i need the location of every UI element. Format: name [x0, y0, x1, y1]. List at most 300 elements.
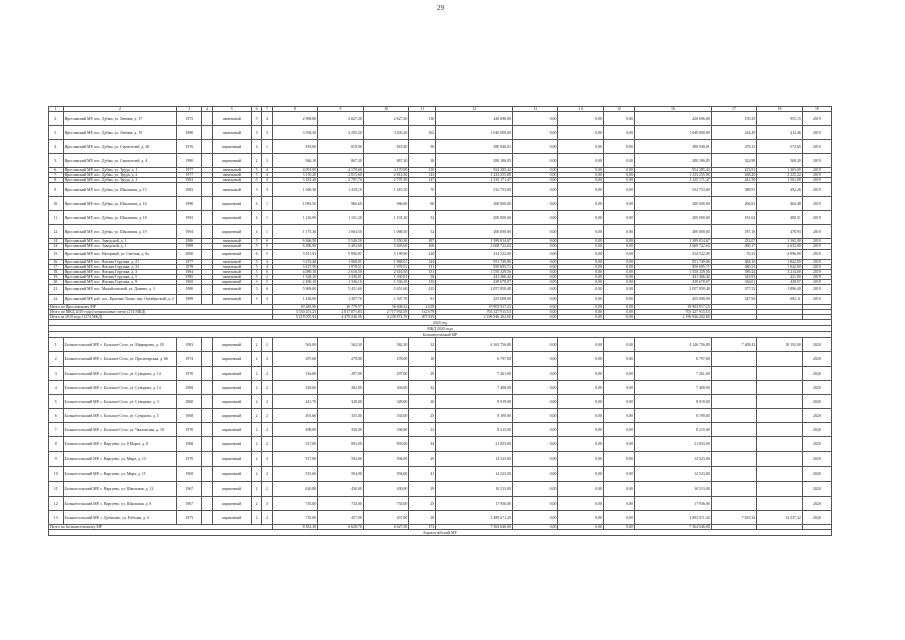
table-cell: 0,00 — [558, 173, 604, 178]
table-cell: 457,00 — [363, 511, 409, 525]
table-cell: 735,00 — [272, 497, 318, 511]
table-cell: 1984 — [177, 269, 202, 274]
table-cell: 620,80 — [272, 482, 318, 497]
table-cell: 0,00 — [604, 352, 635, 367]
table-cell: 0,00 — [604, 259, 635, 264]
table-cell: 414 522,00 — [635, 249, 712, 259]
table-row — [49, 197, 832, 211]
table-cell: панельный — [212, 168, 251, 173]
table-cell: 5 218 055,94 — [272, 315, 318, 320]
table-cell: 16 — [635, 107, 712, 112]
table-cell: панельный — [212, 269, 251, 274]
table-cell: 572,65 — [757, 140, 803, 154]
table-cell — [757, 423, 803, 437]
table-cell: 14. — [49, 239, 64, 244]
table-cell: 1 561,88 — [757, 178, 803, 183]
table-cell: 5 550,30 — [363, 239, 409, 244]
table-cell: 532 753,00 — [635, 183, 712, 197]
table-cell: 0,00 — [558, 525, 604, 530]
table-cell: 4 179,60 — [318, 168, 364, 173]
table-cell: кирпичный — [212, 338, 251, 352]
page-number: 29 — [437, 4, 444, 12]
table-cell: 389,91 — [711, 183, 757, 197]
table-cell: кирпичный — [212, 409, 251, 423]
table-cell: Большесельский МР, с. Большое Село, ул. Маркирова, д. 18 — [63, 338, 177, 352]
table-cell: 966,60 — [363, 197, 409, 211]
table-cell: 0,00 — [558, 211, 604, 225]
table-cell — [202, 225, 212, 239]
table-cell: 480,51 — [711, 264, 757, 269]
table-cell: 0,00 — [512, 264, 558, 269]
table-cell: 0,00 — [512, 285, 558, 295]
table-cell: кирпичный — [212, 511, 251, 525]
table-cell: 490,17 — [711, 244, 757, 249]
table-cell: 3 — [177, 107, 202, 112]
table-cell: 4 — [262, 259, 272, 264]
table-cell: 2 797,30 — [363, 178, 409, 183]
table-cell: 0,00 — [558, 352, 604, 367]
table-cell: 6. — [49, 168, 64, 173]
table-cell: 0,00 — [604, 467, 635, 482]
table-cell: 1 — [262, 197, 272, 211]
table-cell: 1977 — [177, 259, 202, 264]
table-cell: 2020 — [802, 437, 831, 452]
table-cell: 297,00 — [318, 367, 364, 381]
table-cell: 2019 — [802, 168, 831, 173]
table-cell — [202, 140, 212, 154]
table-cell: 7. — [49, 173, 64, 178]
table-cell: 2 — [251, 467, 261, 482]
table-cell: 1967 — [177, 497, 202, 511]
table-cell: 18. — [49, 269, 64, 274]
table-cell: 0,00 — [558, 225, 604, 239]
table-cell: Большесельский МР, с. Варгуево, ул. Мира, д. 15 — [63, 467, 177, 482]
table-cell: 1 — [49, 107, 64, 112]
table-cell: панельный — [212, 264, 251, 269]
table-cell: 0,00 — [512, 173, 558, 178]
table-cell: 0,00 — [512, 154, 558, 168]
table-cell: 12 — [49, 497, 64, 511]
table-cell: 1 064,50 — [318, 225, 364, 239]
table-cell: 6 797,00 — [436, 352, 513, 367]
table-cell: 329,60 — [272, 381, 318, 395]
table-cell: 0,00 — [604, 295, 635, 305]
table-cell: 3 — [251, 183, 261, 197]
table-cell: 5 451,60 — [363, 285, 409, 295]
table-cell: 2 — [262, 381, 272, 395]
table-cell — [757, 367, 803, 381]
table-cell: 1 040 000,00 — [436, 126, 513, 140]
table-cell: 162 — [409, 126, 436, 140]
table-cell: 25 — [409, 409, 436, 423]
table-cell: 22. — [49, 295, 64, 305]
table-row — [49, 497, 832, 511]
table-cell: 735,00 — [363, 497, 409, 511]
table-cell: 0,00 — [558, 381, 604, 395]
table-cell: 0,00 — [512, 197, 558, 211]
table-cell: 1 365,00 — [757, 168, 803, 173]
table-cell: 0,00 — [512, 482, 558, 497]
table-cell: 2 — [251, 511, 261, 525]
table-cell: 0,00 — [604, 482, 635, 497]
table-cell: 0,00 — [512, 295, 558, 305]
table-cell: Итого по Ярославскому МР — [49, 305, 273, 310]
table-row — [49, 482, 832, 497]
table-cell: 3 170,20 — [272, 173, 318, 178]
table-cell: Большесельский МР, с. Большое Село, ул. Чкаловская, д. 10 — [63, 423, 177, 437]
table-cell: 5. — [49, 154, 64, 168]
table-cell: Большесельский МР, с. Варгуево, ул. Школьная, д. 8 — [63, 497, 177, 511]
table-cell: 5 546,50 — [318, 239, 364, 244]
table-cell: 2 968,80 — [272, 112, 318, 126]
table-cell: панельный — [212, 112, 251, 126]
table-cell: 1969 — [177, 381, 202, 395]
table-cell: 568,20 — [757, 154, 803, 168]
table-row — [49, 381, 832, 395]
table-cell: 1 968,01 — [363, 259, 409, 264]
table-cell: 2020 — [802, 395, 831, 409]
table-cell: 18 — [409, 352, 436, 367]
table-cell: 1980 — [177, 126, 202, 140]
table-cell: 0,00 — [512, 423, 558, 437]
table-cell: 5 — [251, 244, 261, 249]
table-cell: 6 — [262, 285, 272, 295]
table-cell: 8 190,00 — [635, 409, 712, 423]
table-cell: 3 205,20 — [363, 126, 409, 140]
table-cell: Ярославский МР, пос. Дубки, ул. Школьная, д. 16 — [63, 197, 177, 211]
table-cell: 4 — [49, 381, 64, 395]
table-cell: панельный — [212, 239, 251, 244]
table-cell: 412,46 — [757, 126, 803, 140]
table-cell: 3 330 251,23 — [272, 310, 318, 315]
table-cell: 1 — [262, 211, 272, 225]
table-cell: 438,20 — [711, 173, 757, 178]
table-cell: 70 — [409, 183, 436, 197]
table-row — [49, 352, 832, 367]
table-cell: 0,00 — [558, 264, 604, 269]
table-cell: 1 068,50 — [363, 225, 409, 239]
table-cell: Большесельский МР, с. Большое Село, ул. Пролетарская, д. 66 — [63, 352, 177, 367]
table-cell: 2 616,50 — [318, 269, 364, 274]
table-row — [49, 423, 832, 437]
table-cell: 563,00 — [272, 338, 318, 352]
table-cell: Большесельский МР, с. Варгуево, ул. Мира, д. 13 — [63, 452, 177, 467]
table-cell: 1965 — [177, 279, 202, 284]
table-cell: 9 — [318, 107, 364, 112]
table-cell: 2 — [262, 409, 272, 423]
table-row — [49, 295, 832, 305]
table-cell: 2 — [251, 409, 261, 423]
table-cell: Большесельский МР, с. Большое Село, ул. Суворова, д. 5 — [63, 409, 177, 423]
table-cell: 70,23 — [711, 249, 757, 259]
table-cell: 1 896,49 — [757, 285, 803, 295]
table-cell: 144 — [409, 259, 436, 264]
table-cell: 2019 — [802, 279, 831, 284]
table-cell: панельный — [212, 295, 251, 305]
table-cell: Ярославский МР, пос. Нагорный, ул. Светлая, д. 6а — [63, 249, 177, 259]
table-cell: 1 330,01 — [363, 274, 409, 279]
table-cell — [757, 437, 803, 452]
table-cell: Ярославский МР, пос. Дубки, ул. Труда, д. 3 — [63, 178, 177, 183]
table-cell: 10 513,00 — [436, 482, 513, 497]
table-cell — [202, 112, 212, 126]
table-cell: 478,93 — [757, 225, 803, 239]
table-cell: 703 327 915,53 — [436, 310, 513, 315]
table-cell: 1 101,20 — [318, 211, 364, 225]
table-cell: 52 — [409, 225, 436, 239]
table-cell: 1994 — [177, 225, 202, 239]
table-cell: 1 389 814,67 — [436, 239, 513, 244]
table-cell: 7 408,00 — [635, 381, 712, 395]
table-cell — [202, 285, 212, 295]
table-cell: 5 403,60 — [318, 244, 364, 249]
table-cell: 0,00 — [604, 126, 635, 140]
table-cell: 2968 — [177, 395, 202, 409]
table-cell: 12 — [436, 107, 513, 112]
table-cell — [711, 381, 757, 395]
table-row — [49, 249, 832, 259]
table-cell: 131 — [409, 264, 436, 269]
table-cell: 2 057 858,48 — [436, 285, 513, 295]
table-cell: кирпичный — [212, 437, 251, 452]
table-cell: 6 797,00 — [635, 352, 712, 367]
table-cell: 414 522,00 — [436, 249, 513, 259]
table-cell: 2 — [63, 107, 177, 112]
table-cell: 278,00 — [363, 352, 409, 367]
table-cell — [202, 452, 212, 467]
table-cell: 7 408,00 — [436, 381, 513, 395]
table-cell — [202, 409, 212, 423]
table-cell: 6 — [251, 249, 261, 259]
table-cell: 335,00 — [363, 409, 409, 423]
table-cell: 1 419,10 — [318, 183, 364, 197]
table-cell: 2 668 722,63 — [635, 244, 712, 249]
table-cell: 0,00 — [558, 112, 604, 126]
table-cell: кирпичный — [212, 249, 251, 259]
table-cell: Борисоглебский МР — [49, 530, 832, 536]
table-cell: 4. — [49, 140, 64, 154]
table-cell: 34 — [409, 437, 436, 452]
table-cell: 2019 — [802, 239, 831, 244]
table-cell: 12 337,32 — [757, 511, 803, 525]
table-cell: 2 — [262, 338, 272, 352]
table-cell: 32 — [409, 381, 436, 395]
table-cell: 200 000,00 — [635, 225, 712, 239]
table-cell: 19 903 917,23 — [436, 305, 513, 310]
table-cell: 480,51 — [757, 211, 803, 225]
table-cell: 8 215,00 — [635, 423, 712, 437]
table-cell: 9 — [49, 452, 64, 467]
table-cell: 0,00 — [558, 239, 604, 244]
table-row — [49, 467, 832, 482]
table-cell: Ярославский МР, пос. Дубки, ул. Ленина, д. 17 — [63, 112, 177, 126]
table-cell — [202, 511, 212, 525]
table-cell: 0,00 — [604, 249, 635, 259]
table-cell: 4 089,10 — [272, 269, 318, 274]
table-cell: 6 — [262, 269, 272, 274]
table-cell: 0,00 — [512, 274, 558, 279]
table-cell: 3 394,20 — [272, 126, 318, 140]
table-cell: 2 797,70 — [318, 178, 364, 183]
table-row — [49, 409, 832, 423]
table-cell: 1 550 329,56 — [436, 269, 513, 274]
table-cell: 0,00 — [604, 395, 635, 409]
table-cell: 5 — [212, 107, 251, 112]
table-cell: 347,94 — [711, 295, 757, 305]
table-cell: 2020 — [802, 381, 831, 395]
table-row — [49, 395, 832, 409]
table-cell: 1970 — [177, 452, 202, 467]
table-cell: 2 — [262, 423, 272, 437]
table-cell: 207 929 — [409, 315, 436, 320]
table-cell: 380 948,01 — [635, 140, 712, 154]
table-cell: 0,00 — [558, 269, 604, 274]
table-cell: 6 — [262, 239, 272, 244]
table-cell: панельный — [212, 274, 251, 279]
table-cell: 328,00 — [363, 395, 409, 409]
table-cell: Ярославский МР, пос. Ямская Горушка, д. 24 — [63, 264, 177, 269]
table-cell: 4 238 872,76 — [363, 315, 409, 320]
table-cell: 5 199,90 — [363, 249, 409, 259]
table-cell: 0,00 — [512, 310, 558, 315]
table-cell: кирпичный — [212, 423, 251, 437]
table-cell: 135 — [409, 279, 436, 284]
table-cell: 1 978,51 — [318, 264, 364, 269]
table-cell: кирпичный — [212, 279, 251, 284]
table-cell: 2020 — [802, 452, 831, 467]
table-cell: 2019 — [802, 140, 831, 154]
table-cell: 421,00 — [757, 274, 803, 279]
table-cell: 2019 — [802, 211, 831, 225]
table-cell: 2019 — [802, 112, 831, 126]
table-cell: 1 040 000,00 — [635, 126, 712, 140]
table-cell: Ярославский МР, пос. Ямская Горушка, д. 9 — [63, 279, 177, 284]
table-cell: 28 — [409, 511, 436, 525]
table-cell: 0,00 — [512, 409, 558, 423]
table-cell: 7 — [49, 423, 64, 437]
table-cell: 1968 — [177, 409, 202, 423]
table-cell: 1975 — [177, 112, 202, 126]
table-cell: 336,00 — [318, 423, 364, 437]
table-cell: 2019 — [802, 197, 831, 211]
table-cell: 0,00 — [558, 497, 604, 511]
table-cell: 0,00 — [604, 264, 635, 269]
table-cell: 428,07 — [757, 279, 803, 284]
table-cell: 280 186,85 — [436, 154, 513, 168]
table-cell: 3 214,00 — [757, 269, 803, 274]
table-cell: 950 695,71 — [635, 264, 712, 269]
table-cell: 2019 — [802, 269, 831, 274]
table-cell: 0,00 — [512, 259, 558, 264]
table-cell: 5 — [251, 285, 261, 295]
table-cell: 21 833,00 — [436, 437, 513, 452]
table-cell: 132 679 — [409, 310, 436, 315]
table-cell: 326,01 — [711, 279, 757, 284]
table-cell: Ярославский МР, пос. Дубки, ул. Ленина, д. 19 — [63, 126, 177, 140]
table-cell: 5 — [251, 178, 261, 183]
table-cell: 0,00 — [604, 409, 635, 423]
table-cell — [202, 183, 212, 197]
table-cell: 0,00 — [512, 244, 558, 249]
table-cell: 4 165 756,80 — [436, 338, 513, 352]
table-cell: 0,00 — [512, 126, 558, 140]
table-row — [49, 452, 832, 467]
table-cell: 1980 — [177, 154, 202, 168]
table-cell: 1 — [49, 338, 64, 352]
table-cell: 16. — [49, 259, 64, 264]
table-cell: 1 101,20 — [363, 211, 409, 225]
table-cell: 0,00 — [512, 183, 558, 197]
table-cell: 15. — [49, 249, 64, 259]
table-cell: 4 — [202, 107, 212, 112]
table-cell: панельный — [212, 285, 251, 295]
table-cell: 2020 — [802, 423, 831, 437]
table-cell: 917,80 — [272, 452, 318, 467]
table-cell: 0,00 — [558, 295, 604, 305]
table-cell — [757, 395, 803, 409]
table-cell: 159,29 — [711, 112, 757, 126]
table-cell: 8 — [49, 437, 64, 452]
table-cell: 316,60 — [272, 367, 318, 381]
table-cell: 4 170,90 — [363, 168, 409, 173]
table-cell: 322,98 — [711, 154, 757, 168]
table-cell: 0,00 — [604, 285, 635, 295]
table-row — [49, 112, 832, 126]
table-cell: Большесельский МР, с. Дунилово, ул. Рабочая, д. 6 — [63, 511, 177, 525]
table-cell: 2 — [251, 352, 261, 367]
table-cell: 0,00 — [604, 168, 635, 173]
table-cell: 1 436,90 — [272, 295, 318, 305]
table-cell: 380 948,01 — [436, 140, 513, 154]
table-cell: 0,00 — [558, 274, 604, 279]
table-cell: 200 000,00 — [436, 211, 513, 225]
table-cell: 0,00 — [512, 497, 558, 511]
table-cell: 2 — [262, 367, 272, 381]
table-cell: Ярославский МР, пос. Заводской, д. 2 — [63, 244, 177, 249]
table-cell — [202, 423, 212, 437]
table-cell: 0,00 — [604, 511, 635, 525]
table-cell: 484,10 — [711, 259, 757, 264]
table-cell: 2 812,30 — [363, 173, 409, 178]
table-cell: 297,60 — [272, 352, 318, 367]
table-cell — [711, 367, 757, 381]
table-cell: 3 — [262, 126, 272, 140]
table-cell: 4 896,00 — [757, 249, 803, 259]
table-cell: Итого за 2019 году (1274 МКД) — [49, 315, 273, 320]
table-cell: 206,91 — [711, 197, 757, 211]
table-cell: 2019 — [802, 274, 831, 279]
table-cell: 7 — [262, 107, 272, 112]
table-cell: 0,00 — [604, 497, 635, 511]
table-cell: 2020 год — [49, 320, 832, 326]
table-cell: 2019 — [802, 183, 831, 197]
table-cell: 181,62 — [711, 211, 757, 225]
table-cell — [757, 482, 803, 497]
table-cell: 3 205,20 — [318, 126, 364, 140]
table-cell: 25 — [409, 497, 436, 511]
table-cell: 1990 — [177, 197, 202, 211]
table-cell: 36 779,57 — [318, 305, 364, 310]
table-cell: Итого по Большесельскому МР — [49, 525, 273, 530]
table-cell: 0,00 — [604, 239, 635, 244]
table-cell: 0,00 — [558, 183, 604, 197]
table-cell: 2020 — [802, 497, 831, 511]
table-cell: 818,40 — [363, 140, 409, 154]
table-cell: Большесельский МР, с. Большое Село, ул. Суворова, д. 3 — [63, 395, 177, 409]
table-cell: 297,00 — [363, 367, 409, 381]
table-cell: 0,00 — [558, 315, 604, 320]
table-cell: 2 817 871,83 — [318, 310, 364, 315]
